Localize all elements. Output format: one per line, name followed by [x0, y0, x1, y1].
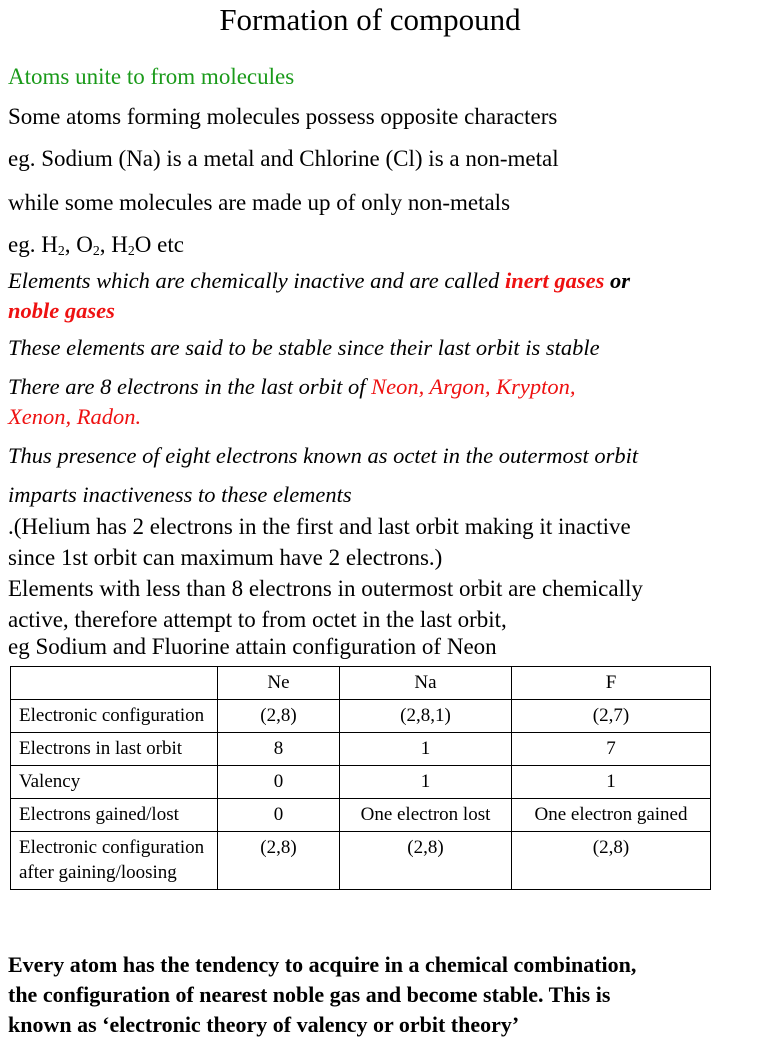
- conclusion-line: known as ‘electronic theory of valency or orbit theory’: [8, 1012, 520, 1037]
- table-row: [11, 799, 711, 832]
- table-cell: 0: [218, 766, 340, 799]
- table-cell: 7: [512, 733, 711, 766]
- table-cell: One electron lost: [340, 799, 512, 832]
- highlight-inert-gases: inert gases: [504, 268, 605, 293]
- table-header-cell: Na: [340, 667, 512, 700]
- conclusion-line: Every atom has the tendency to acquire in a chemical combination,: [8, 952, 637, 977]
- table-cell: 1: [512, 766, 711, 799]
- table-header-cell: Ne: [218, 667, 340, 700]
- table-header-cell: F: [512, 667, 711, 700]
- table-cell: 1: [340, 766, 512, 799]
- table-cell: (2,8): [218, 832, 340, 890]
- table-row: [11, 733, 711, 766]
- highlight-noble-gases: noble gases: [8, 298, 115, 323]
- table-cell: (2,8): [512, 832, 711, 890]
- table-cell: Electronic configuration: [11, 700, 218, 733]
- text-line: eg Sodium and Fluorine attain configuration of Neon: [8, 634, 497, 659]
- page-title: Formation of compound: [219, 2, 521, 37]
- table-cell: (2,8,1): [340, 700, 512, 733]
- table-cell: Electrons in last orbit: [11, 733, 218, 766]
- text-line: while some molecules are made up of only non-metals: [8, 190, 511, 215]
- table-cell: 1: [340, 733, 512, 766]
- table-cell: 8: [218, 733, 340, 766]
- table-cell: Valency: [11, 766, 218, 799]
- table-header-cell: [11, 667, 218, 700]
- table-row: [11, 766, 711, 799]
- configuration-table: [10, 666, 711, 890]
- text-line: since 1st orbit can maximum have 2 electrons.): [8, 545, 443, 570]
- table-cell: Electrons gained/lost: [11, 799, 218, 832]
- text-line: Some atoms forming molecules possess opposite characters: [8, 104, 558, 129]
- text-line: eg. Sodium (Na) is a metal and Chlorine (Cl) is a non-metal: [8, 146, 559, 171]
- text-line: Elements with less than 8 electrons in outermost orbit are chemically: [8, 576, 643, 601]
- text-line: .(Helium has 2 electrons in the first and last orbit making it inactive: [8, 514, 631, 539]
- text-line: active, therefore attempt to from octet in the last orbit,: [8, 607, 507, 632]
- table-cell: 0: [218, 799, 340, 832]
- table-cell: (2,7): [512, 700, 711, 733]
- table-cell: Electronic configuration after gaining/loosing: [11, 832, 218, 890]
- conclusion-line: the configuration of nearest noble gas and become stable. This is: [8, 982, 611, 1007]
- noble-gas-list: Neon, Argon, Krypton,: [371, 374, 576, 399]
- table-row: [11, 700, 711, 733]
- example-formulas-line: eg. $H_2$, $O_2$, $H_2O$ etc: [8, 232, 184, 258]
- text-line: Thus presence of eight electrons known as octet in the outermost orbit: [8, 443, 639, 468]
- inert-gases-line: Elements which are chemically inactive and are called inert gases or: [8, 268, 630, 293]
- table-cell: One electron gained: [512, 799, 711, 832]
- table-row: [11, 832, 711, 890]
- text-line: These elements are said to be stable since their last orbit is stable: [8, 335, 600, 360]
- table-header-row: [11, 667, 711, 700]
- table-cell: (2,8): [340, 832, 512, 890]
- conclusion-paragraph: [8, 950, 636, 1040]
- noble-gas-list-continued: Xenon, Radon.: [8, 404, 142, 429]
- octet-gases-line: There are 8 electrons in the last orbit of Neon, Argon, Krypton,: [8, 374, 576, 399]
- table-cell: (2,8): [218, 700, 340, 733]
- intro-line: Atoms unite to from molecules: [8, 64, 295, 89]
- text-line: imparts inactiveness to these elements: [8, 482, 352, 507]
